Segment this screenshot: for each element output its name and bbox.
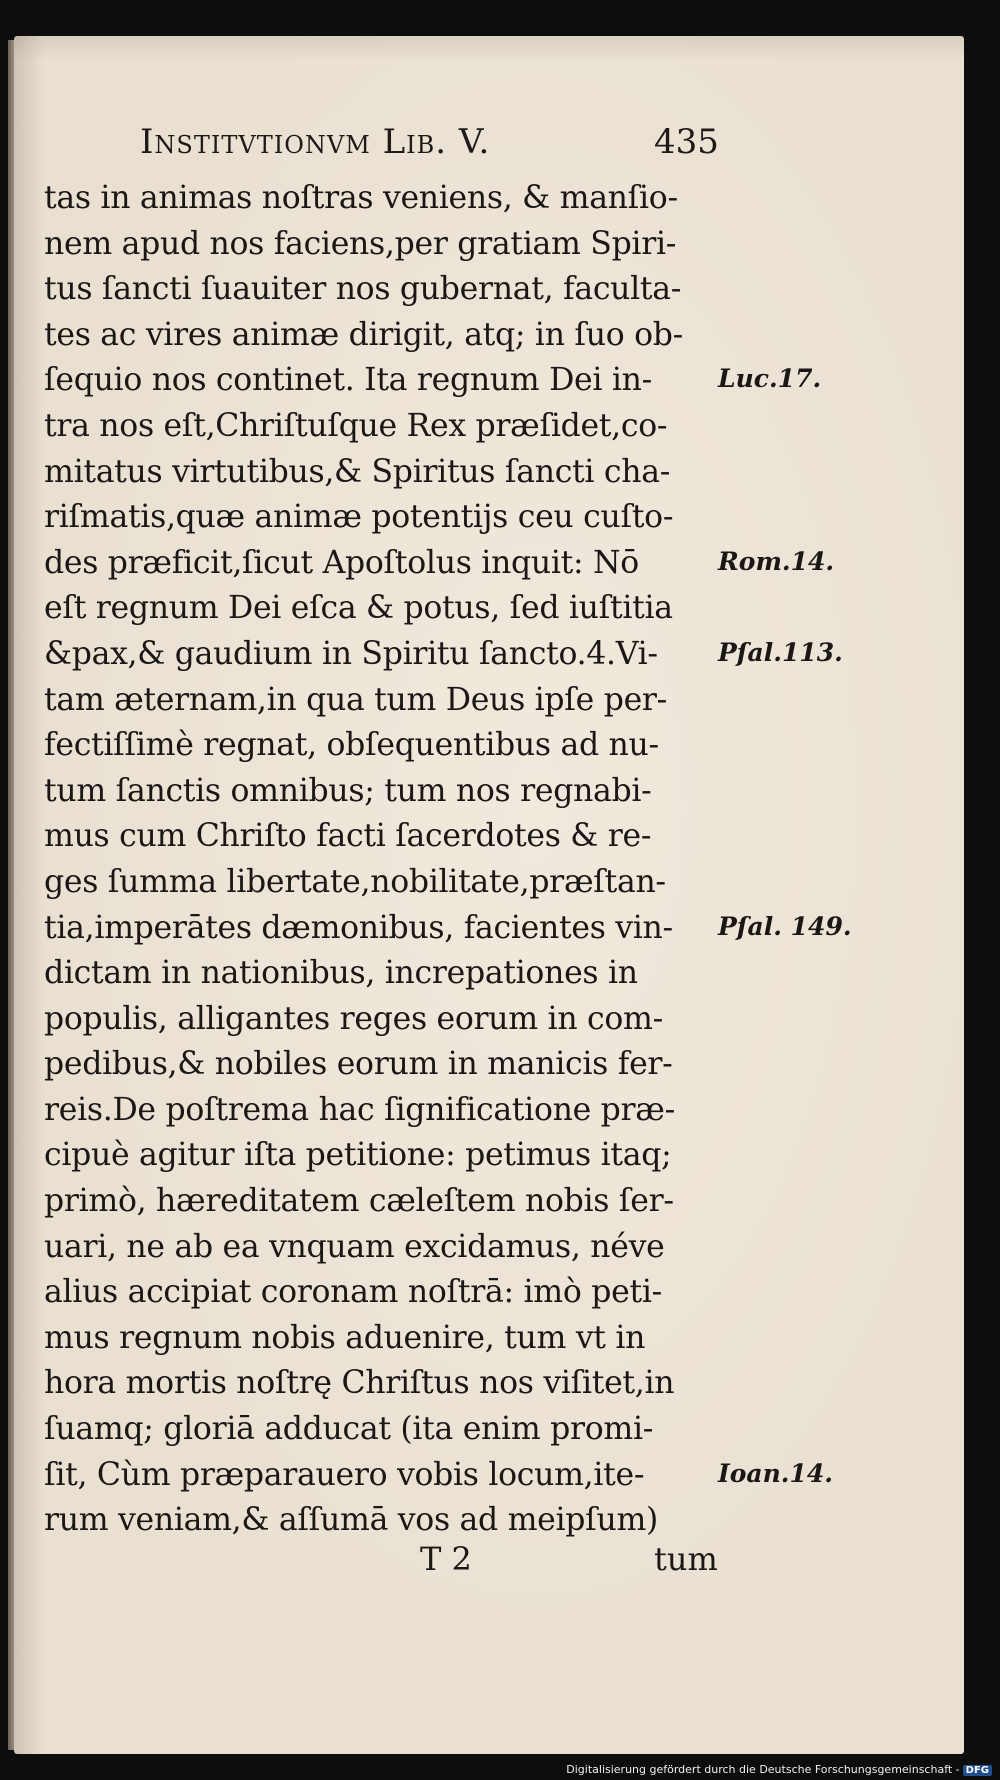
text-line: hora mortis noſtrę Chriſtus nos viſitet,in [44, 1365, 675, 1402]
running-head: Institvtionvm Lib. V. [140, 122, 491, 162]
page-footer [0, 1540, 1000, 1590]
text-line: mus cum Chriſto facti ſacerdotes & re- [44, 818, 652, 855]
text-line: alius accipiat coronam noſtrā: imò peti- [44, 1274, 662, 1311]
signature-mark: T 2 [420, 1540, 472, 1578]
text-line: mus regnum nobis aduenire, tum vt in [44, 1319, 646, 1356]
text-line: &pax,& gaudium in Spiritu ſancto.4.Vi- [44, 635, 658, 672]
margin-note: Pſal.113. [718, 638, 843, 667]
text-line: mitatus virtutibus,& Spiritus ſancti cha- [44, 453, 671, 490]
text-line: tia,imperātes dæmonibus, facientes vin- [44, 909, 673, 946]
text-line: tra nos eſt,Chriſtuſque Rex præſidet,co- [44, 407, 668, 444]
margin-note: Ioan.14. [718, 1458, 833, 1488]
text-line: pedibus,& nobiles eorum in manicis fer- [44, 1046, 673, 1083]
text-line: nem apud nos faciens,per gratiam Spiri- [44, 225, 677, 262]
digitization-credit [566, 1763, 992, 1776]
text-line: fectiſſimè regnat, obſequentibus ad nu- [44, 727, 659, 764]
text-line: cipuè agitur iſta petitione: petimus itaq; [44, 1137, 672, 1174]
margin-note: Pſal. 149. [718, 911, 852, 941]
dfg-logo: DFG [963, 1765, 992, 1776]
catchword: tum [654, 1540, 718, 1578]
text-line: ſequio nos continet. Ita regnum Dei in- [44, 362, 652, 399]
margin-note: Luc.17. [718, 364, 822, 394]
margin-note: Rom.14. [718, 546, 835, 576]
main-text [44, 176, 724, 1544]
page-number: 435 [654, 122, 719, 162]
text-line: eſt regnum Dei eſca & potus, ſed iuſtitia [44, 590, 673, 627]
text-line: ſuamq; gloriā adducat (ita enim promi- [44, 1411, 654, 1448]
text-line: tam æternam,in qua tum Deus ipſe per- [44, 681, 668, 718]
text-line: reis.De poſtrema hac ſignificatione præ- [44, 1091, 675, 1128]
text-line: populis, alligantes reges eorum in com- [44, 1000, 663, 1037]
text-line: primò, hæreditatem cæleſtem nobis ſer- [44, 1183, 674, 1220]
text-line: ges ſumma libertate,nobilitate,præſtan- [44, 863, 666, 900]
text-line: dictam in nationibus, increpationes in [44, 955, 638, 992]
text-line: uari, ne ab ea vnquam excidamus, néve [44, 1228, 665, 1265]
text-line: rum veniam,& aſſumā vos ad meipſum) [44, 1502, 659, 1539]
credit-text: Digitalisierung gefördert durch die Deutsche Forschungsgemeinschaft - [566, 1763, 960, 1776]
page-header [0, 92, 1000, 162]
text-line: tes ac vires animæ dirigit, atq; in ſuo ob- [44, 316, 683, 353]
text-line: tas in animas noſtras veniens, & manſio- [44, 180, 678, 216]
text-line: tum ſanctis omnibus; tum nos regnabi- [44, 772, 652, 809]
text-line: riſmatis,quæ animæ potentijs ceu cuſto- [44, 499, 674, 536]
text-line: ſit, Cùm præparauero vobis locum,ite- [44, 1456, 645, 1493]
text-line: tus ſancti ſuauiter nos gubernat, faculta- [44, 271, 682, 308]
text-line: des præficit,ſicut Apoſtolus inquit: Nō [44, 544, 639, 581]
